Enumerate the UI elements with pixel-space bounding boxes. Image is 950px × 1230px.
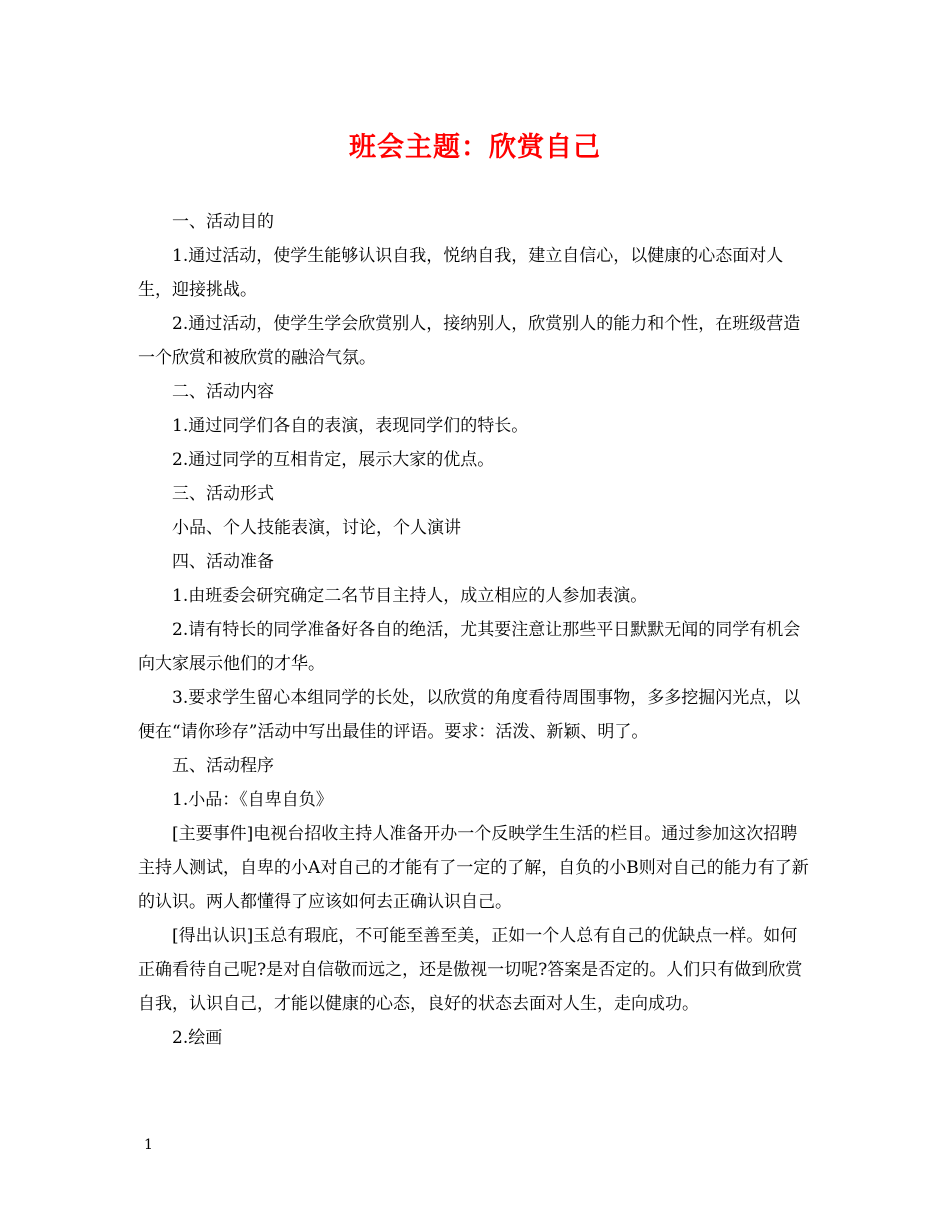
section-heading-form: 三、活动形式 bbox=[172, 484, 274, 504]
paragraph: 小品、个人技能表演，讨论，个人演讲 bbox=[172, 518, 461, 538]
paragraph: [主要事件]电视台招收主持人准备开办一个反映学生生活的栏目。通过参加这次招聘主持人测试，自卑的小A对自己的才能有了一定的了解，自负的小B则对自己的能力有了新的认识。两人都懂得了应该如何去正确认识自己。 bbox=[138, 824, 809, 912]
section-heading-content: 二、活动内容 bbox=[172, 382, 274, 402]
paragraph: 2.通过同学的互相肯定，展示大家的优点。 bbox=[172, 450, 495, 470]
section-heading-preparation: 四、活动准备 bbox=[172, 552, 274, 572]
paragraph: 1.由班委会研究确定二名节目主持人，成立相应的人参加表演。 bbox=[172, 586, 648, 606]
paragraph: 2.绘画 bbox=[172, 1028, 223, 1048]
section-heading-procedure: 五、活动程序 bbox=[172, 756, 274, 776]
page-number: 1 bbox=[144, 1137, 153, 1153]
page-title: 班会主题：欣赏自己 bbox=[349, 132, 601, 163]
paragraph: 2.通过活动，使学生学会欣赏别人，接纳别人，欣赏别人的能力和个性，在班级营造一个欣赏和被欣赏的融洽气氛。 bbox=[138, 314, 801, 368]
paragraph: 1.通过同学们各自的表演，表现同学们的特长。 bbox=[172, 416, 529, 436]
document-body bbox=[138, 205, 813, 1055]
section-heading-purpose: 一、活动目的 bbox=[172, 212, 274, 232]
paragraph: 1.小品：《自卑自负》 bbox=[172, 790, 333, 810]
paragraph: 2.请有特长的同学准备好各自的绝活，尤其要注意让那些平日默默无闻的同学有机会向大家展示他们的才华。 bbox=[138, 620, 801, 674]
paragraph: 3.要求学生留心本组同学的长处，以欣赏的角度看待周围事物，多多挖掘闪光点，以便在“请你珍存”活动中写出最佳的评语。要求：活泼、新颖、明了。 bbox=[138, 688, 801, 742]
paragraph: 1.通过活动，使学生能够认识自我，悦纳自我，建立自信心，以健康的心态面对人生，迎接挑战。 bbox=[138, 246, 784, 300]
paragraph: [得出认识]玉总有瑕庇，不可能至善至美，正如一个人总有自己的优缺点一样。如何正确看待自己呢?是对自信敬而远之，还是傲视一切呢?答案是否定的。人们只有做到欣赏自我，认识自己，才能以健康的心态，良好的状态去面对人生，走向成功。 bbox=[138, 926, 803, 1014]
